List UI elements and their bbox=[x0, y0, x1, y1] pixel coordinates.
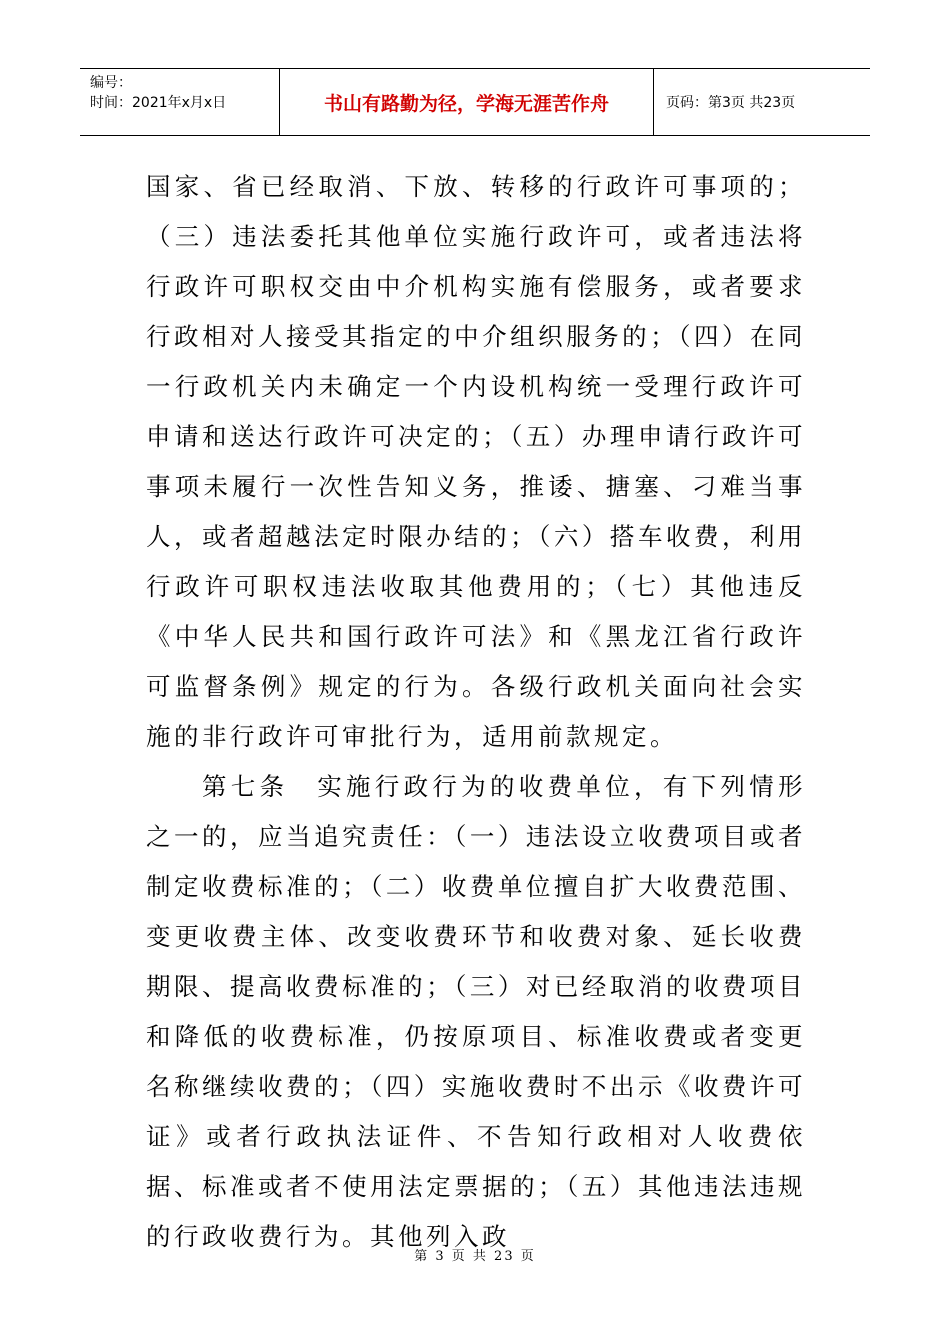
document-body bbox=[146, 162, 806, 1262]
body-paragraph-2: 第七条 实施行政行为的收费单位，有下列情形之一的，应当追究责任：（一）违法设立收费项目或者制定收费标准的；（二）收费单位擅自扩大收费范围、变更收费主体、改变收费环节和收费对象、延长收费期限、提高收费标准的；（三）对已经取消的收费项目和降低的收费标准，仍按原项目、标准收费或者变更名称继续收费的；（四）实施收费时不出示《收费许可证》或者行政执法证件、不告知行政相对人收费依据、标准或者不使用法定票据的；（五）其他违法违规的行政收费行为。其他列入政 bbox=[146, 772, 806, 1251]
page-header bbox=[80, 68, 870, 136]
header-meta bbox=[80, 69, 280, 135]
header-motto: 书山有路勤为径，学海无涯苦作舟 bbox=[280, 69, 654, 135]
page-footer: 第 3 页 共 23 页 bbox=[414, 1249, 536, 1264]
document-time-label: 时间：2021年x月x日 bbox=[90, 95, 227, 111]
document-number-label: 编号： bbox=[90, 75, 132, 91]
header-page-info: 页码：第3页 共23页 bbox=[666, 95, 796, 111]
body-paragraph-1: 国家、省已经取消、下放、转移的行政许可事项的；（三）违法委托其他单位实施行政许可，或者违法将行政许可职权交由中介机构实施有偿服务，或者要求行政相对人接受其指定的中介组织服务的；（四）在同一行政机关内未确定一个内设机构统一受理行政许可申请和送达行政许可决定的；（五）办理申请行政许可事项未履行一次性告知义务，推诿、搪塞、刁难当事人，或者超越法定时限办结的；（六）搭车收费，利用行政许可职权违法收取其他费用的；（七）其他违反《中华人民共和国行政许可法》和《黑龙江省行政许可监督条例》规定的行为。各级行政机关面向社会实施的非行政许可审批行为，适用前款规定。 bbox=[146, 172, 806, 751]
